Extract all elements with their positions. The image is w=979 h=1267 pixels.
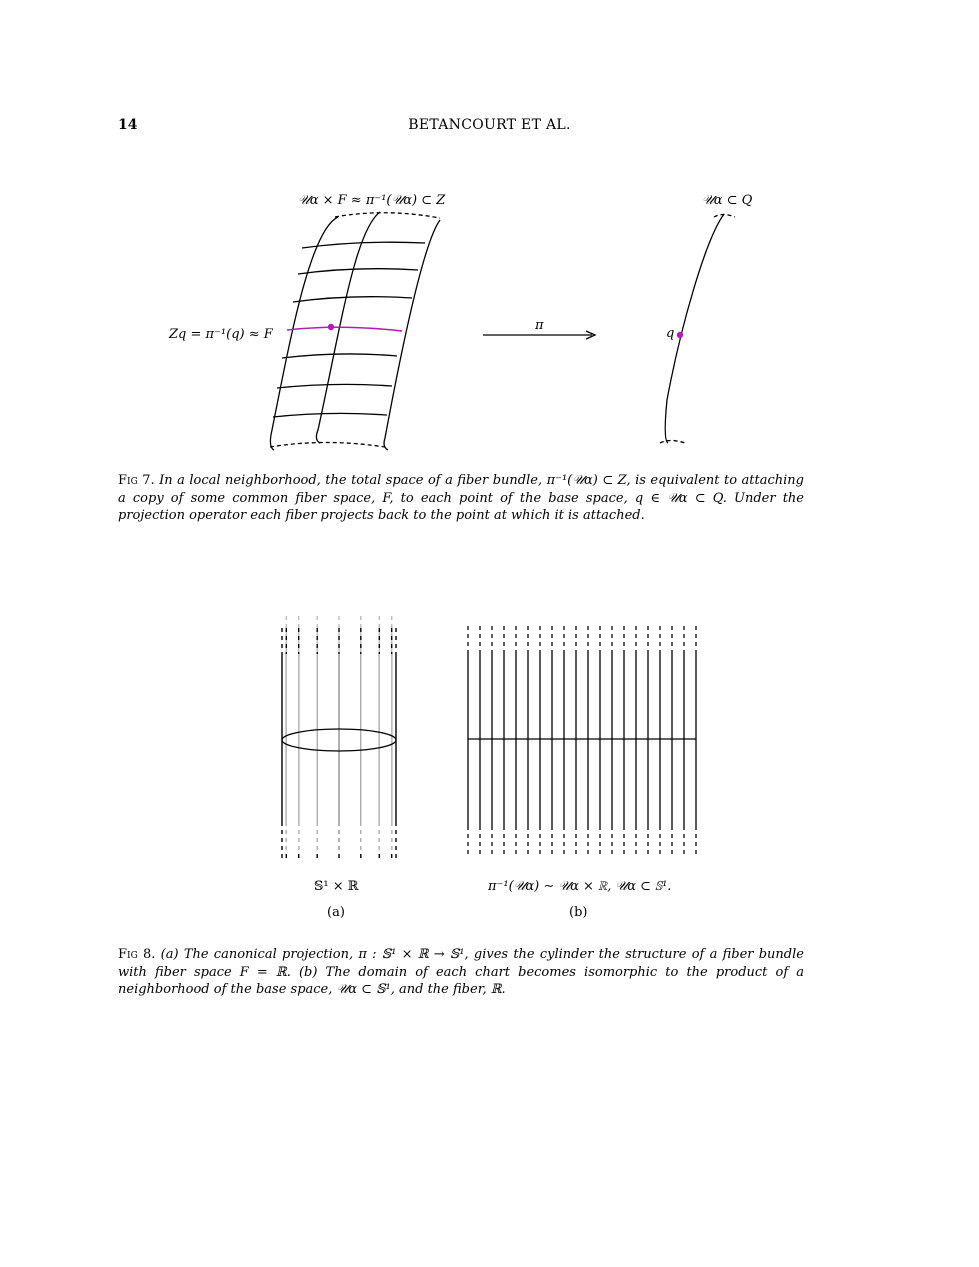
fig7-caption-text: In a local neighborhood, the total space of a fiber bundle, π⁻¹(𝒰α) ⊂ Z, is equivalent to attaching a copy of some common fiber space, F, to each point of the base space, q ∈ 𝒰α ⊂ Q. Under the projection operator each fiber projects back to the point at which it is attached. [118,473,804,523]
fig8a-label: 𝕊¹ × ℝ [314,879,359,894]
fig8a-sublabel: (a) [327,905,345,920]
fig7-caption-prefix: Fig 7. [118,473,155,488]
fig8-caption-prefix: Fig 8. [118,947,156,962]
running-head: BETANCOURT ET AL. [408,117,571,133]
fig7-fiber-label: Zq = π⁻¹(q) ≈ F [169,327,273,342]
fig8-caption [118,946,804,999]
fig8b-sublabel: (b) [569,905,588,920]
fig8b-label: π⁻¹(𝒰α) ∼ 𝒰α × ℝ, 𝒰α ⊂ 𝕊¹. [488,879,672,894]
fig7-total-space-label: 𝒰α × F ≈ π⁻¹(𝒰α) ⊂ Z [298,193,446,208]
fig7-base-space-label: 𝒰α ⊂ Q [702,193,753,208]
fig7-point-q-label: q [666,326,675,341]
fig7-projection-label: π [535,318,544,333]
fig8-caption-text: (a) The canonical projection, π : 𝕊¹ × ℝ → 𝕊¹, gives the cylinder the structure of a fiber bundle with fiber space F = ℝ. (b) The domain of each chart becomes isomorphic to the product of a neighborhood of the base space, 𝒰α ⊂ 𝕊¹, and the fiber, ℝ. [118,947,804,997]
page-number: 14 [118,117,138,133]
